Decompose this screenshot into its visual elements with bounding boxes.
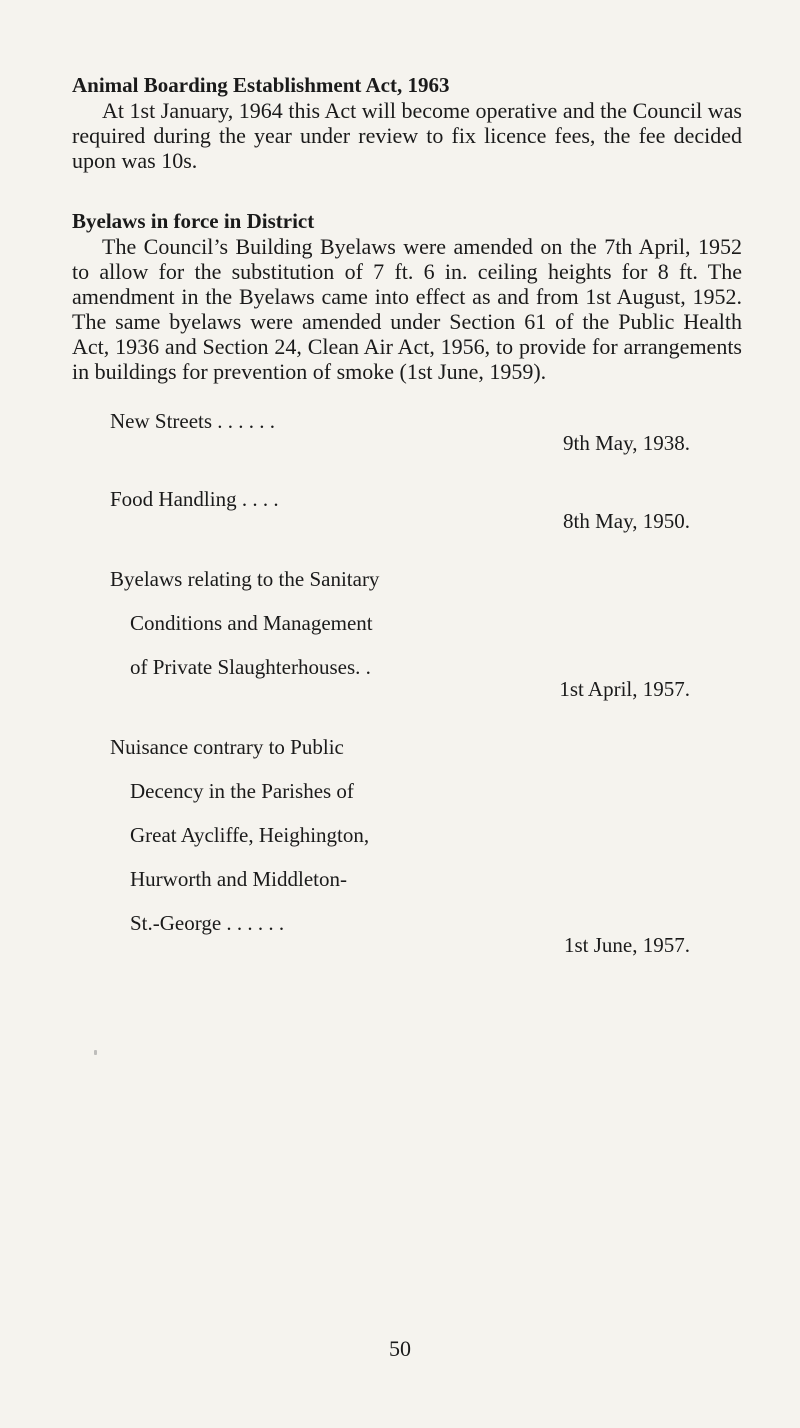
byelaw-title-line: Great Aycliffe, Heighington, [130, 823, 370, 847]
byelaw-title [110, 388, 450, 454]
page-number: 50 [389, 1336, 411, 1361]
byelaw-row [110, 546, 690, 700]
byelaw-row [110, 388, 690, 454]
byelaw-title-line: Conditions and Management [130, 611, 373, 635]
byelaw-title [110, 714, 450, 956]
section-heading: Byelaws in force in District [72, 209, 315, 233]
byelaw-title-line: Food Handling . . . . [110, 487, 279, 511]
byelaw-row [110, 466, 690, 532]
byelaw-title [110, 546, 450, 700]
section-heading: Animal Boarding Establishment Act, 1963 [72, 73, 450, 97]
byelaw-title-line: Hurworth and Middleton- [130, 867, 347, 891]
byelaw-title-line: St.-George . . . . . . [130, 911, 285, 935]
byelaw-title-line: Nuisance contrary to Public [110, 735, 344, 759]
section-byelaws [72, 208, 742, 384]
section-animal-boarding [72, 72, 742, 173]
byelaw-date: 9th May, 1938. [563, 431, 690, 455]
byelaw-date: 8th May, 1950. [563, 509, 690, 533]
byelaws-list [110, 388, 690, 956]
byelaw-date: 1st June, 1957. [564, 933, 690, 957]
byelaw-title-line: Byelaws relating to the Sanitary [110, 567, 380, 591]
byelaw-title-line: New Streets . . . . . . [110, 409, 276, 433]
paper-speck [94, 1050, 97, 1055]
section-paragraph: At 1st January, 1964 this Act will become operative and the Council was required during the year under review to fix licence fees, the fee decided upon was 10s. [72, 98, 742, 173]
byelaw-title-line: of Private Slaughterhouses. . [130, 655, 371, 679]
byelaw-date: 1st April, 1957. [559, 677, 690, 701]
byelaw-title [110, 466, 450, 532]
section-paragraph: The Council’s Building Byelaws were amended on the 7th April, 1952 to allow for the substitution of 7 ft. 6 in. ceiling heights for 8 ft. The amendment in the Byelaws came into effect as and from 1st August, 1952. The same byelaws were amended under Section 61 of the Public Health Act, 1936 and Section 24, Clean Air Act, 1956, to provide for arrangements in buildings for prevention of smoke (1st June, 1959). [72, 234, 742, 384]
byelaw-title-line: Decency in the Parishes of [130, 779, 354, 803]
byelaw-row [110, 714, 690, 956]
